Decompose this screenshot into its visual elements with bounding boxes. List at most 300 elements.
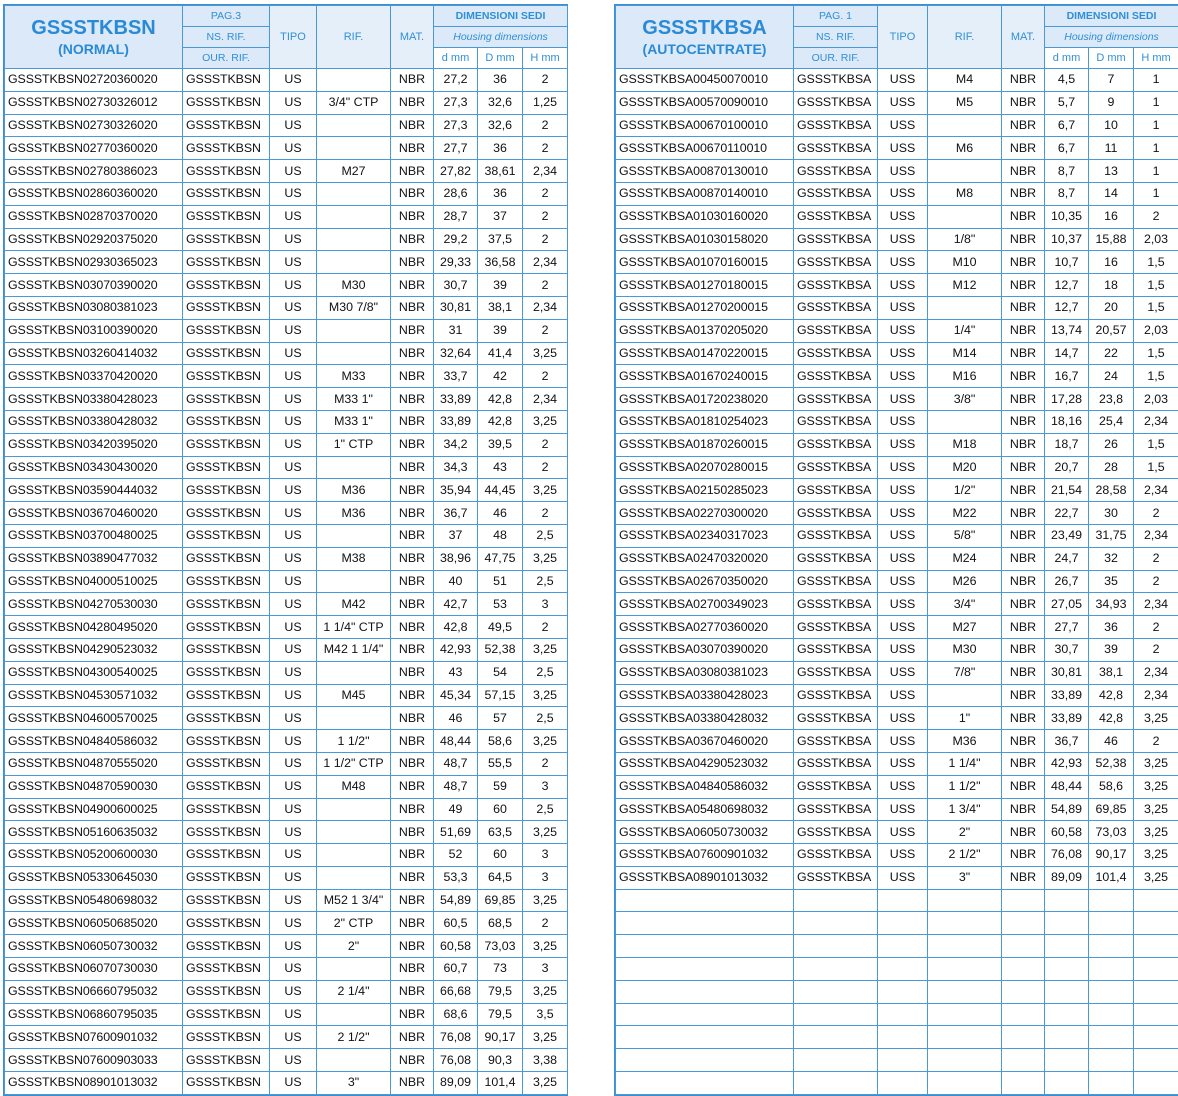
cell-d: 20,7 [1045, 456, 1089, 479]
cell-d: 33,89 [434, 388, 478, 411]
cell-code: GSSSTKBSN08901013032 [5, 1072, 183, 1095]
cell-D: 48 [478, 524, 523, 547]
cell-d: 12,7 [1045, 296, 1089, 319]
cell-H: 1,5 [1134, 274, 1178, 297]
cell-H: 1,5 [1134, 456, 1178, 479]
table-row [5, 547, 568, 570]
cell-code: GSSSTKBSA03380428032 [616, 707, 794, 730]
cell-H: 3,25 [523, 730, 568, 753]
table-row [5, 866, 568, 889]
cell-mat: NBR [391, 274, 434, 297]
cell-D: 52,38 [478, 638, 523, 661]
cell-D: 11 [1089, 137, 1134, 160]
cell-H: 1,5 [1134, 342, 1178, 365]
cell-ns-rif: GSSSTKBSA [794, 866, 878, 889]
cell-H: 2 [1134, 502, 1178, 525]
cell-H: 3 [523, 593, 568, 616]
cell-H: 2,34 [1134, 479, 1178, 502]
cell-ns-rif: GSSSTKBSA [794, 456, 878, 479]
cell-d: 6,7 [1045, 114, 1089, 137]
cell-mat: NBR [1002, 160, 1045, 183]
empty-cell [1134, 1049, 1178, 1072]
cell-d: 43 [434, 661, 478, 684]
empty-cell [1134, 958, 1178, 981]
cell-tipo: US [270, 707, 317, 730]
empty-cell [878, 1003, 928, 1026]
table-row [5, 638, 568, 661]
cell-rif [317, 205, 391, 228]
cell-rif: 1 1/4" [928, 752, 1002, 775]
table-row [5, 433, 568, 456]
cell-ns-rif: GSSSTKBSA [794, 182, 878, 205]
table-row [616, 182, 1178, 205]
empty-cell [928, 935, 1002, 958]
cell-mat: NBR [1002, 866, 1045, 889]
cell-mat: NBR [391, 844, 434, 867]
table-row [616, 410, 1178, 433]
cell-d: 40 [434, 570, 478, 593]
cell-rif: 1" CTP [317, 433, 391, 456]
empty-cell [928, 958, 1002, 981]
cell-tipo: US [270, 160, 317, 183]
cell-ns-rif: GSSSTKBSN [183, 182, 270, 205]
cell-rif: 1" [928, 707, 1002, 730]
cell-D: 79,5 [478, 1003, 523, 1026]
cell-code: GSSSTKBSA00670100010 [616, 114, 794, 137]
cell-mat: NBR [391, 775, 434, 798]
cell-ns-rif: GSSSTKBSN [183, 69, 270, 92]
cell-H: 3,5 [523, 1003, 568, 1026]
table-row [5, 980, 568, 1003]
cell-tipo: USS [878, 251, 928, 274]
cell-mat: NBR [391, 547, 434, 570]
cell-mat: NBR [1002, 274, 1045, 297]
table-row [5, 1049, 568, 1072]
table-row [616, 479, 1178, 502]
cell-code: GSSSTKBSN02770360020 [5, 137, 183, 160]
cell-tipo: US [270, 1003, 317, 1026]
table-row [5, 935, 568, 958]
cell-d: 16,7 [1045, 365, 1089, 388]
cell-code: GSSSTKBSA00450070010 [616, 69, 794, 92]
cell-rif: M6 [928, 137, 1002, 160]
cell-d: 54,89 [1045, 798, 1089, 821]
cell-mat: NBR [1002, 821, 1045, 844]
cell-D: 30 [1089, 502, 1134, 525]
cell-rif: 2 1/2" [317, 1026, 391, 1049]
cell-code: GSSSTKBSA02670350020 [616, 570, 794, 593]
empty-cell [878, 889, 928, 912]
empty-cell [794, 958, 878, 981]
cell-rif [928, 296, 1002, 319]
table-row [5, 69, 568, 92]
cell-code: GSSSTKBSA02270300020 [616, 502, 794, 525]
cell-D: 34,93 [1089, 593, 1134, 616]
table-row [616, 684, 1178, 707]
col-header-H: H mm [523, 48, 568, 69]
cell-mat: NBR [391, 251, 434, 274]
table-subtitle: (AUTOCENTRATE) [618, 40, 791, 58]
cell-tipo: USS [878, 274, 928, 297]
empty-cell [1002, 958, 1045, 981]
table-row [5, 182, 568, 205]
cell-d: 24,7 [1045, 547, 1089, 570]
cell-code: GSSSTKBSA01030158020 [616, 228, 794, 251]
cell-rif: 3" [317, 1072, 391, 1095]
empty-cell [1002, 889, 1045, 912]
cell-d: 34,2 [434, 433, 478, 456]
cell-rif [317, 69, 391, 92]
cell-tipo: USS [878, 296, 928, 319]
empty-cell [1089, 1026, 1134, 1049]
cell-code: GSSSTKBSA02470320020 [616, 547, 794, 570]
cell-H: 2 [523, 752, 568, 775]
empty-cell [1002, 1003, 1045, 1026]
cell-H: 3,25 [523, 638, 568, 661]
cell-H: 2,5 [523, 661, 568, 684]
cell-code: GSSSTKBSN04870590030 [5, 775, 183, 798]
cell-rif: M24 [928, 547, 1002, 570]
cell-tipo: USS [878, 456, 928, 479]
table-row [5, 251, 568, 274]
cell-mat: NBR [1002, 752, 1045, 775]
table-row [616, 228, 1178, 251]
cell-D: 58,6 [478, 730, 523, 753]
cell-D: 44,45 [478, 479, 523, 502]
cell-mat: NBR [391, 342, 434, 365]
cell-ns-rif: GSSSTKBSA [794, 319, 878, 342]
cell-D: 49,5 [478, 616, 523, 639]
table-row [616, 69, 1178, 92]
cell-rif: 2" [928, 821, 1002, 844]
cell-D: 46 [478, 502, 523, 525]
cell-ns-rif: GSSSTKBSA [794, 433, 878, 456]
cell-rif [317, 114, 391, 137]
cell-code: GSSSTKBSA02340317023 [616, 524, 794, 547]
cell-tipo: US [270, 410, 317, 433]
table-row [5, 730, 568, 753]
table-row [5, 479, 568, 502]
cell-d: 42,93 [1045, 752, 1089, 775]
col-header-rif: RIF. [928, 6, 1002, 69]
cell-H: 3,25 [1134, 752, 1178, 775]
cell-code: GSSSTKBSN02730326012 [5, 91, 183, 114]
cell-H: 3,25 [523, 889, 568, 912]
cell-rif [317, 456, 391, 479]
cell-mat: NBR [391, 821, 434, 844]
cell-mat: NBR [391, 502, 434, 525]
cell-rif [317, 1003, 391, 1026]
cell-mat: NBR [1002, 365, 1045, 388]
cell-mat: NBR [391, 479, 434, 502]
table-row [5, 1003, 568, 1026]
cell-rif [317, 1049, 391, 1072]
cell-mat: NBR [391, 319, 434, 342]
cell-H: 2 [523, 69, 568, 92]
cell-ns-rif: GSSSTKBSA [794, 251, 878, 274]
cell-ns-rif: GSSSTKBSN [183, 160, 270, 183]
table-row [5, 114, 568, 137]
cell-D: 90,3 [478, 1049, 523, 1072]
col-header-mat: MAT. [391, 6, 434, 69]
table-row [5, 570, 568, 593]
cell-d: 13,74 [1045, 319, 1089, 342]
cell-code: GSSSTKBSA03080381023 [616, 661, 794, 684]
col-header-tipo: TIPO [270, 6, 317, 69]
cell-d: 14,7 [1045, 342, 1089, 365]
autocentrate-table [615, 5, 1178, 1095]
cell-code: GSSSTKBSN04900600025 [5, 798, 183, 821]
empty-cell [616, 935, 794, 958]
cell-tipo: US [270, 365, 317, 388]
table-row [5, 388, 568, 411]
cell-code: GSSSTKBSA07600901032 [616, 844, 794, 867]
cell-ns-rif: GSSSTKBSN [183, 433, 270, 456]
cell-rif: M30 7/8" [317, 296, 391, 319]
empty-cell [794, 1003, 878, 1026]
empty-cell [616, 1072, 794, 1095]
table-row [5, 410, 568, 433]
cell-rif: M16 [928, 365, 1002, 388]
cell-ns-rif: GSSSTKBSN [183, 798, 270, 821]
cell-d: 60,5 [434, 912, 478, 935]
empty-cell [794, 912, 878, 935]
cell-H: 2,34 [523, 251, 568, 274]
cell-ns-rif: GSSSTKBSN [183, 114, 270, 137]
cell-d: 27,82 [434, 160, 478, 183]
cell-rif: M30 [928, 638, 1002, 661]
cell-tipo: USS [878, 866, 928, 889]
cell-code: GSSSTKBSA01370205020 [616, 319, 794, 342]
cell-mat: NBR [1002, 707, 1045, 730]
cell-mat: NBR [1002, 410, 1045, 433]
cell-code: GSSSTKBSA01030160020 [616, 205, 794, 228]
cell-H: 3,25 [523, 821, 568, 844]
cell-mat: NBR [391, 684, 434, 707]
cell-rif: 1 1/2" [317, 730, 391, 753]
cell-code: GSSSTKBSN06860795035 [5, 1003, 183, 1026]
cell-ns-rif: GSSSTKBSN [183, 661, 270, 684]
cell-H: 3,25 [1134, 844, 1178, 867]
cell-tipo: US [270, 1026, 317, 1049]
cell-d: 36,7 [434, 502, 478, 525]
cell-ns-rif: GSSSTKBSA [794, 137, 878, 160]
cell-D: 39 [1089, 638, 1134, 661]
cell-ns-rif: GSSSTKBSN [183, 616, 270, 639]
cell-ns-rif: GSSSTKBSN [183, 342, 270, 365]
cell-D: 68,5 [478, 912, 523, 935]
cell-code: GSSSTKBSA02770360020 [616, 616, 794, 639]
cell-D: 36 [478, 182, 523, 205]
cell-mat: NBR [1002, 137, 1045, 160]
empty-row [616, 935, 1178, 958]
cell-H: 2 [523, 228, 568, 251]
page-ref: PAG.3 [183, 6, 270, 27]
cell-D: 37 [478, 205, 523, 228]
cell-D: 60 [478, 844, 523, 867]
cell-d: 27,05 [1045, 593, 1089, 616]
cell-d: 46 [434, 707, 478, 730]
cell-mat: NBR [391, 730, 434, 753]
cell-mat: NBR [391, 866, 434, 889]
cell-d: 27,7 [1045, 616, 1089, 639]
cell-ns-rif: GSSSTKBSA [794, 570, 878, 593]
cell-mat: NBR [391, 114, 434, 137]
cell-D: 101,4 [1089, 866, 1134, 889]
cell-mat: NBR [391, 707, 434, 730]
cell-mat: NBR [391, 661, 434, 684]
cell-D: 43 [478, 456, 523, 479]
cell-H: 2 [523, 616, 568, 639]
cell-d: 89,09 [1045, 866, 1089, 889]
cell-d: 52 [434, 844, 478, 867]
cell-ns-rif: GSSSTKBSA [794, 661, 878, 684]
cell-tipo: USS [878, 752, 928, 775]
cell-code: GSSSTKBSN07600901032 [5, 1026, 183, 1049]
cell-tipo: US [270, 274, 317, 297]
cell-code: GSSSTKBSA05480698032 [616, 798, 794, 821]
cell-D: 63,5 [478, 821, 523, 844]
cell-mat: NBR [1002, 251, 1045, 274]
table-row [616, 137, 1178, 160]
cell-rif: M45 [317, 684, 391, 707]
table-normal [3, 4, 568, 1096]
cell-D: 46 [1089, 730, 1134, 753]
cell-H: 1 [1134, 137, 1178, 160]
cell-code: GSSSTKBSA01670240015 [616, 365, 794, 388]
cell-tipo: US [270, 137, 317, 160]
empty-cell [1045, 1049, 1089, 1072]
cell-D: 57 [478, 707, 523, 730]
cell-mat: NBR [391, 296, 434, 319]
cell-rif [928, 160, 1002, 183]
cell-D: 22 [1089, 342, 1134, 365]
cell-tipo: US [270, 251, 317, 274]
cell-tipo: USS [878, 570, 928, 593]
cell-ns-rif: GSSSTKBSN [183, 684, 270, 707]
table-row [616, 775, 1178, 798]
table-row [5, 274, 568, 297]
cell-d: 27,3 [434, 91, 478, 114]
table-row [616, 456, 1178, 479]
cell-D: 53 [478, 593, 523, 616]
cell-rif: M18 [928, 433, 1002, 456]
cell-mat: NBR [1002, 775, 1045, 798]
cell-d: 21,54 [1045, 479, 1089, 502]
cell-code: GSSSTKBSN05330645030 [5, 866, 183, 889]
table-row [616, 524, 1178, 547]
table-row [5, 91, 568, 114]
cell-ns-rif: GSSSTKBSA [794, 274, 878, 297]
cell-ns-rif: GSSSTKBSN [183, 91, 270, 114]
cell-mat: NBR [391, 205, 434, 228]
col-header-d: d mm [1045, 48, 1089, 69]
cell-D: 42,8 [478, 410, 523, 433]
cell-H: 3,25 [523, 980, 568, 1003]
cell-ns-rif: GSSSTKBSA [794, 342, 878, 365]
cell-D: 42,8 [1089, 707, 1134, 730]
cell-ns-rif: GSSSTKBSN [183, 866, 270, 889]
cell-mat: NBR [391, 570, 434, 593]
cell-mat: NBR [1002, 388, 1045, 411]
cell-code: GSSSTKBSA03670460020 [616, 730, 794, 753]
table-row [616, 707, 1178, 730]
cell-tipo: US [270, 889, 317, 912]
cell-rif: 3/4" [928, 593, 1002, 616]
cell-ns-rif: GSSSTKBSN [183, 1049, 270, 1072]
cell-code: GSSSTKBSN03260414032 [5, 342, 183, 365]
table-row [5, 798, 568, 821]
empty-cell [794, 1026, 878, 1049]
table-row [5, 1072, 568, 1095]
cell-H: 3,25 [523, 1026, 568, 1049]
cell-code: GSSSTKBSA01470220015 [616, 342, 794, 365]
cell-D: 51 [478, 570, 523, 593]
cell-tipo: USS [878, 69, 928, 92]
empty-cell [878, 1026, 928, 1049]
empty-cell [1134, 1072, 1178, 1095]
cell-code: GSSSTKBSN03100390020 [5, 319, 183, 342]
cell-mat: NBR [1002, 661, 1045, 684]
table-row [5, 684, 568, 707]
cell-D: 38,1 [1089, 661, 1134, 684]
cell-D: 39,5 [478, 433, 523, 456]
cell-d: 33,89 [1045, 684, 1089, 707]
cell-tipo: US [270, 205, 317, 228]
cell-ns-rif: GSSSTKBSN [183, 1003, 270, 1026]
cell-tipo: US [270, 821, 317, 844]
cell-ns-rif: GSSSTKBSA [794, 205, 878, 228]
cell-code: GSSSTKBSN06050730032 [5, 935, 183, 958]
cell-code: GSSSTKBSN05160635032 [5, 821, 183, 844]
cell-D: 10 [1089, 114, 1134, 137]
empty-cell [1045, 935, 1089, 958]
cell-tipo: US [270, 524, 317, 547]
empty-cell [1134, 980, 1178, 1003]
cell-ns-rif: GSSSTKBSN [183, 1072, 270, 1095]
cell-H: 2 [523, 182, 568, 205]
cell-tipo: US [270, 502, 317, 525]
empty-cell [794, 935, 878, 958]
empty-cell [1089, 1003, 1134, 1026]
empty-cell [1002, 980, 1045, 1003]
empty-cell [1134, 935, 1178, 958]
table-row [5, 707, 568, 730]
table-row [5, 456, 568, 479]
cell-ns-rif: GSSSTKBSN [183, 844, 270, 867]
cell-H: 2,03 [1134, 319, 1178, 342]
cell-d: 30,7 [434, 274, 478, 297]
cell-d: 23,49 [1045, 524, 1089, 547]
empty-cell [1134, 912, 1178, 935]
cell-rif [317, 821, 391, 844]
empty-cell [878, 958, 928, 981]
cell-D: 26 [1089, 433, 1134, 456]
empty-cell [1089, 935, 1134, 958]
cell-d: 10,35 [1045, 205, 1089, 228]
table-row [616, 205, 1178, 228]
cell-rif [317, 707, 391, 730]
table-row [5, 228, 568, 251]
table-row [616, 296, 1178, 319]
cell-D: 90,17 [1089, 844, 1134, 867]
cell-D: 73,03 [1089, 821, 1134, 844]
cell-D: 20,57 [1089, 319, 1134, 342]
normal-table [4, 5, 568, 1095]
cell-tipo: US [270, 342, 317, 365]
table-title: GSSSTKBSN [7, 16, 180, 40]
cell-d: 35,94 [434, 479, 478, 502]
